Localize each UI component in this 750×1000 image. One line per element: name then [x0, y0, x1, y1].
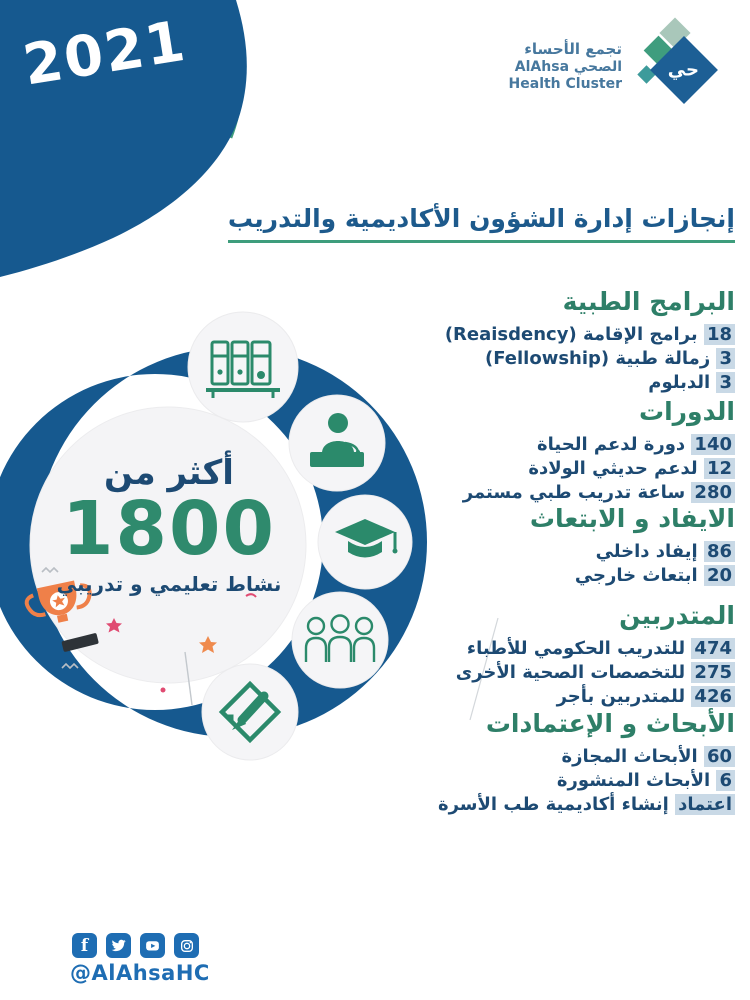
stat-label: الدبلوم [648, 371, 711, 393]
stat-label: الأبحاث المجازة [561, 745, 698, 767]
stat-label: للتدريب الحكومي للأطباء [466, 637, 686, 659]
logo-arabic-latin-line: AlAhsa الصحي [514, 58, 622, 75]
social-icons-row [72, 933, 199, 958]
youtube-icon[interactable] [140, 933, 165, 958]
section-heading: الأبحاث و الإعتمادات [485, 709, 735, 738]
logo-arabic-name: تجمع الأحساء [524, 40, 622, 59]
stat-value: 6 [716, 770, 735, 791]
social-handle[interactable]: @AlAhsaHC [70, 961, 210, 985]
stat-item [463, 457, 735, 481]
stat-item [530, 540, 735, 564]
stat-value: 60 [704, 746, 735, 767]
stat-item [438, 769, 735, 793]
stat-value: 426 [691, 686, 735, 707]
section-delegation-scholarship [530, 505, 735, 588]
stat-label: ساعة تدريب طبي مستمر [462, 481, 686, 503]
logo-diamond-mark-icon [634, 24, 714, 110]
section-heading: الدورات [638, 397, 735, 426]
stat-value: 140 [691, 434, 735, 455]
stat-item [456, 685, 735, 709]
stat-label: للمتدربين بأجر [556, 685, 686, 707]
stat-label: دورة لدعم الحياة [536, 433, 686, 455]
stat-label: إيفاد داخلي [595, 540, 698, 562]
instagram-icon[interactable] [174, 933, 199, 958]
stat-value: 18 [704, 324, 735, 345]
stat-label: لدعم حديثي الولادة [528, 457, 698, 479]
stat-value: 474 [691, 638, 735, 659]
section-trainees [456, 602, 735, 709]
stat-item [456, 661, 735, 685]
section-heading: البرامج الطبية [562, 287, 735, 316]
stat-label: ابتعاث خارجي [574, 564, 698, 586]
section-medical-programs [445, 288, 735, 395]
section-heading: المتدربين [619, 601, 735, 630]
stat-value: 280 [691, 482, 735, 503]
stat-item [445, 371, 735, 395]
activities-count: 1800 [62, 486, 276, 573]
logo-english-name: Health Cluster [508, 76, 622, 93]
stat-value: 12 [704, 458, 735, 479]
stat-value: 20 [704, 565, 735, 586]
section-courses [463, 398, 735, 505]
confetti-dot [161, 688, 166, 693]
twitter-icon[interactable] [106, 933, 131, 958]
year-label: 2021 [18, 8, 191, 99]
stat-label: زمالة طبية (Fellowship) [484, 347, 711, 369]
activities-caption: نشاط تعليمي و تدريبي [56, 572, 282, 597]
stat-label: الأبحاث المنشورة [556, 769, 711, 791]
section-research-accreditations [438, 710, 735, 817]
stat-item [463, 481, 735, 505]
stat-value: 86 [704, 541, 735, 562]
stat-value: 3 [716, 372, 735, 393]
more-than-label: أكثر من [104, 453, 234, 493]
stat-item [445, 347, 735, 371]
stat-item [456, 637, 735, 661]
facebook-icon[interactable]: f [72, 933, 97, 958]
logo-text [509, 40, 622, 94]
stat-value: اعتماد [675, 794, 735, 815]
stat-label: برامج الإقامة (Reaisdency) [444, 323, 698, 345]
stat-label: إنشاء أكاديمية طب الأسرة [437, 793, 669, 815]
stat-value: 3 [716, 348, 735, 369]
stat-item [463, 433, 735, 457]
stat-item [438, 745, 735, 769]
stat-item [438, 793, 735, 817]
section-heading: الايفاد و الابتعاث [529, 504, 735, 533]
stat-item [530, 564, 735, 588]
health-cluster-logo [509, 24, 714, 110]
stat-item [445, 323, 735, 347]
stat-value: 275 [691, 662, 735, 683]
highlight-circle-text [30, 455, 308, 596]
stat-label: للتخصصات الصحية الأخرى [455, 661, 686, 683]
logo-diamond-blue: حي [650, 36, 718, 104]
page-title: إنجازات إدارة الشؤون الأكاديمية والتدريب [228, 204, 735, 243]
